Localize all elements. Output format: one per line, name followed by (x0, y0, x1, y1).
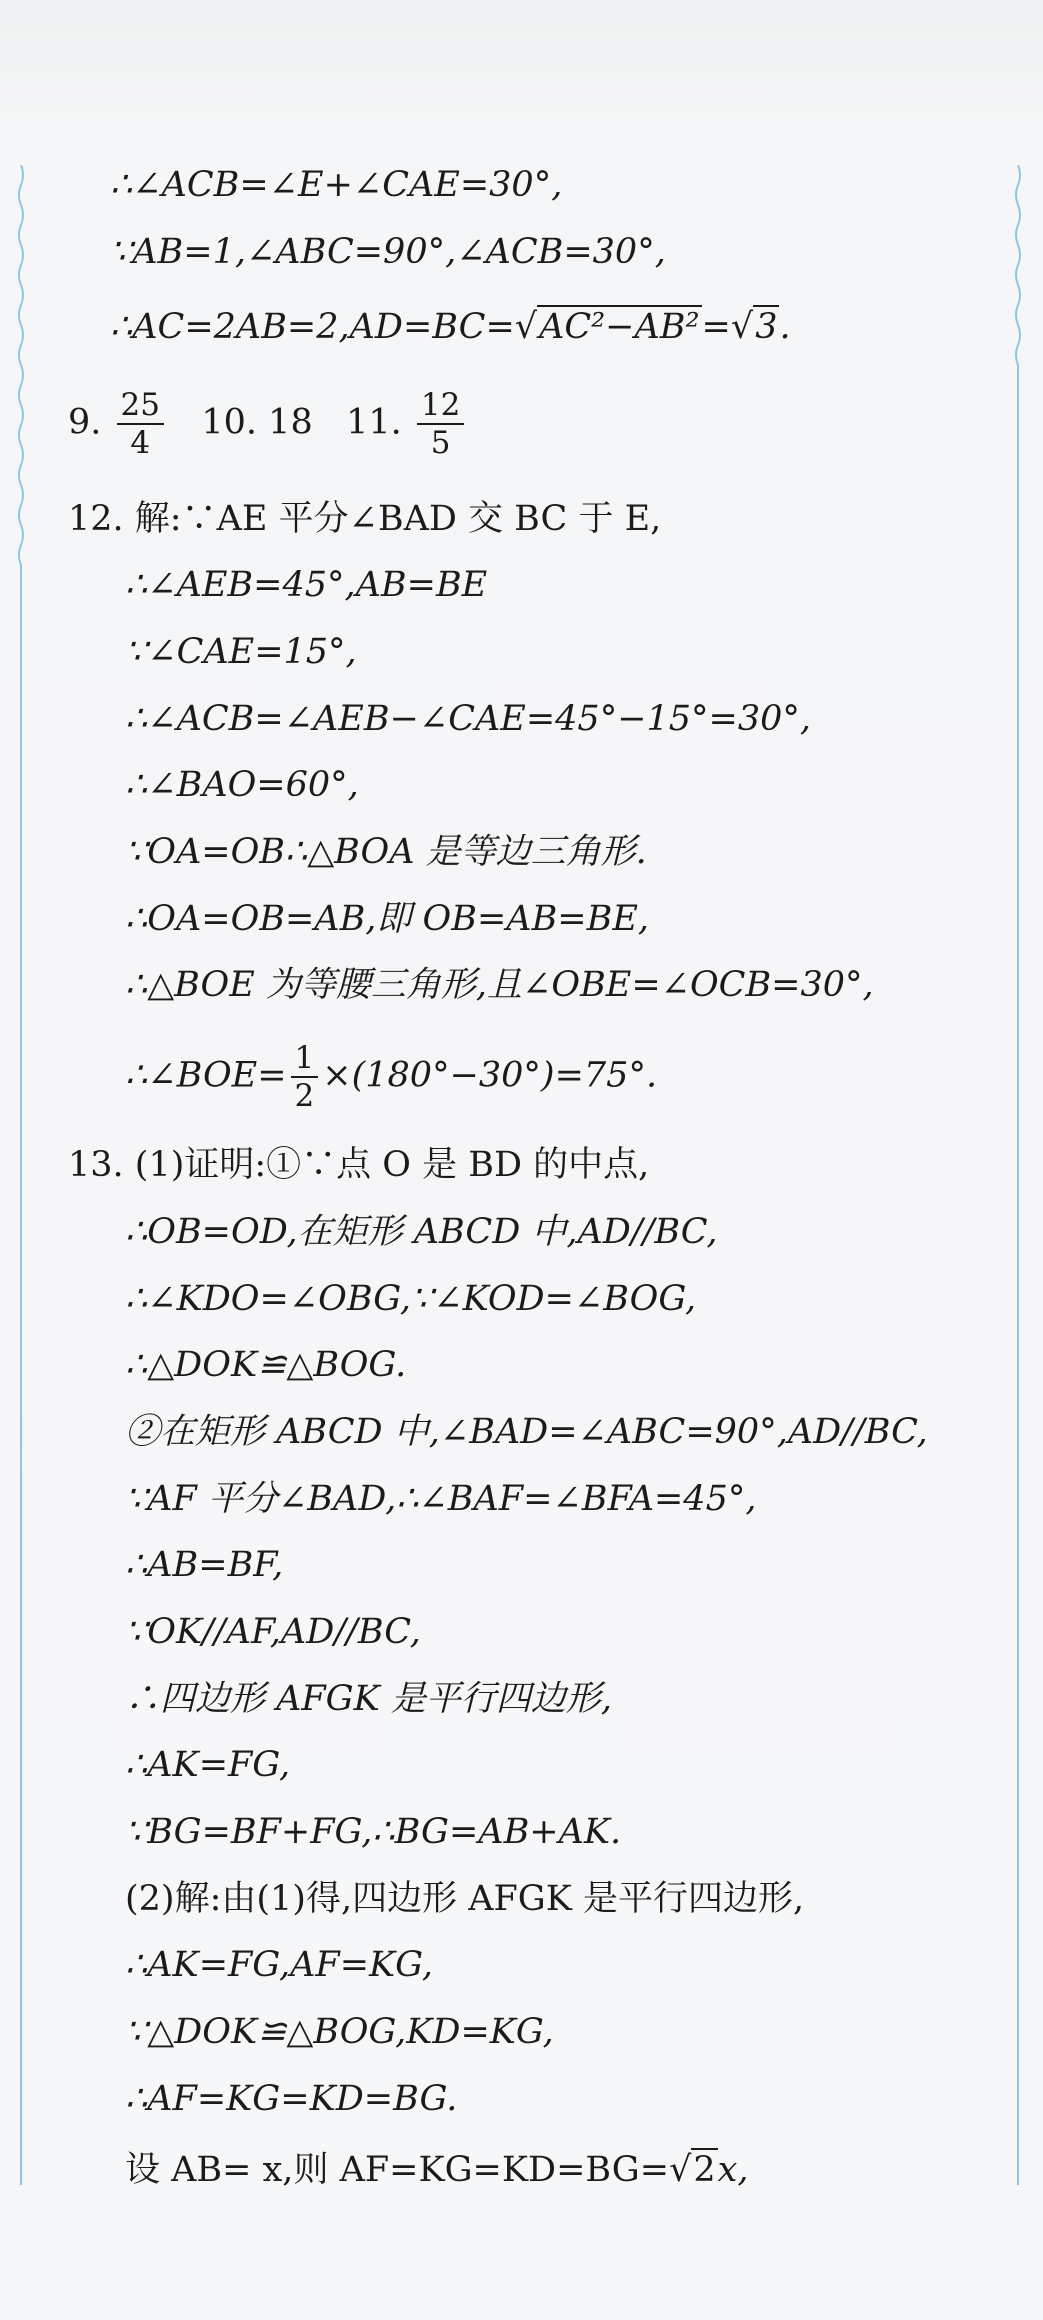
solution-line: ∵AF 平分∠BAD,∴∠BAF=∠BFA=45°, (125, 1479, 757, 1519)
right-margin-wavy-line (1013, 165, 1023, 2185)
solution-line: ∴∠AEB=45°,AB=BE (125, 565, 488, 605)
solution-line: ∵OK//AF,AD//BC, (125, 1612, 421, 1652)
left-margin-wavy-line (16, 165, 26, 2185)
solution-line: (2)解:由(1)得,四边形 AFGK 是平行四边形, (125, 1879, 805, 1919)
solution-line: ∴△BOE 为等腰三角形,且∠OBE=∠OCB=30°, (125, 965, 874, 1005)
radical-ac-ab: √AC²−AB² (514, 307, 700, 347)
fraction-25-4: $\frac{25}{4}$ (117, 387, 164, 461)
solution-line: ∴AK=FG,AF=KG, (125, 1945, 434, 1985)
problem-13-heading: 13. (1)证明:①∵点 O 是 BD 的中点, (68, 1145, 650, 1185)
solution-line: 设 AB= x,则 AF=KG=KD=BG=√2x, (125, 2150, 749, 2190)
solution-line: ∴OB=OD,在矩形 ABCD 中,AD//BC, (125, 1212, 718, 1252)
solution-line: ∴∠BOE= $\frac{1}{2}$ ×(180°−30°)=75°. (125, 1040, 658, 1114)
solution-line: ②在矩形 ABCD 中,∠BAD=∠ABC=90°,AD//BC, (125, 1412, 928, 1452)
problem-12-heading: 12. 解:∵AE 平分∠BAD 交 BC 于 E, (68, 499, 662, 539)
solution-line: ∴AB=BF, (125, 1545, 284, 1585)
formula-text: ∴AC=2AB=2,AD=BC= (110, 307, 515, 347)
solution-line: ∴∠ACB=∠AEB−∠CAE=45°−15°=30°, (125, 699, 812, 739)
solution-line: ∴AC=2AB=2,AD=BC=√AC²−AB²=√3. (110, 307, 791, 347)
radical-3: √3 (730, 307, 778, 347)
solution-line: ∵OA=OB∴△BOA 是等边三角形. (125, 832, 647, 872)
solution-line: ∴∠BAO=60°, (125, 765, 359, 805)
answers-9-11: 9. $\frac{25}{4}$ 10. 18 11. $\frac{12}{5}$ (68, 387, 468, 461)
solution-line: ∴∠ACB=∠E+∠CAE=30°, (110, 165, 563, 205)
solution-line: ∵△DOK≌△BOG,KD=KG, (125, 2012, 554, 2052)
fraction-12-5: $\frac{12}{5}$ (417, 387, 464, 461)
solution-line: ∴AK=FG, (125, 1745, 291, 1785)
solution-line: ∴△DOK≌△BOG. (125, 1345, 407, 1385)
solution-line: ∵BG=BF+FG,∴BG=AB+AK. (125, 1812, 622, 1852)
solution-line: ∴四边形 AFGK 是平行四边形, (125, 1679, 613, 1719)
solution-line: ∴AF=KG=KD=BG. (125, 2079, 458, 2119)
solution-line: ∵AB=1,∠ABC=90°,∠ACB=30°, (110, 232, 666, 272)
solution-line: ∵∠CAE=15°, (125, 632, 357, 672)
radical-2: √2 (669, 2150, 716, 2190)
solution-line: ∴OA=OB=AB,即 OB=AB=BE, (125, 899, 650, 939)
fraction-1-2: $\frac{1}{2}$ (291, 1040, 319, 1114)
solution-line: ∴∠KDO=∠OBG,∵∠KOD=∠BOG, (125, 1279, 697, 1319)
